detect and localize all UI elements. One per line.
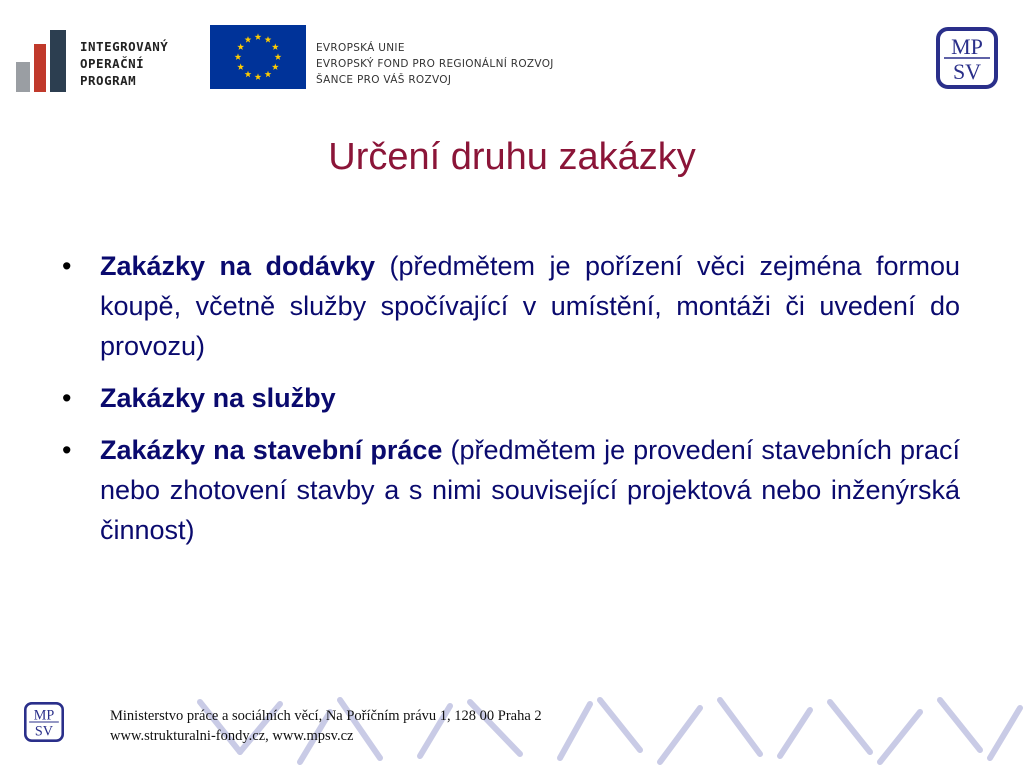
watermark-stroke [830, 702, 870, 752]
watermark-stroke [660, 708, 700, 762]
watermark-stroke [720, 700, 760, 754]
footer-mpsv-bottom: SV [34, 723, 54, 740]
eu-star-icon [272, 43, 279, 50]
bullet-item-stavebni-prace [62, 430, 960, 550]
eu-star-icon [245, 71, 252, 78]
footer-mpsv-logo [24, 702, 64, 742]
eu-stars-icon [210, 25, 306, 89]
eu-star-icon [265, 36, 272, 43]
iop-line-3: PROGRAM [80, 73, 137, 88]
footer-mpsv-top: MP [33, 707, 55, 724]
eu-line-1: EVROPSKÁ UNIE [316, 42, 405, 54]
iop-bar-gray [16, 62, 30, 92]
bullet-description: (předmětem je pořízení věci zejména formou koupě, včetně služby spočívající v umístění, montáži či uvedení do provozu) [100, 251, 960, 361]
bullet-list [62, 246, 960, 562]
bullet-icon: • [62, 383, 72, 413]
eu-star-icon [265, 71, 272, 78]
bullet-icon: • [62, 435, 72, 465]
iop-bar-navy [50, 30, 66, 92]
eu-star-icon [275, 53, 282, 60]
watermark-stroke [880, 712, 920, 762]
footer-line-2: www.strukturalni-fondy.cz, www.mpsv.cz [110, 728, 354, 744]
eu-star-icon [245, 36, 252, 43]
mpsv-logo-bottom: SV [952, 59, 982, 84]
bullet-icon: • [62, 251, 72, 281]
eu-line-2: EVROPSKÝ FOND PRO REGIONÁLNÍ ROZVOJ [316, 58, 554, 70]
eu-flag-logo [210, 25, 306, 89]
mpsv-logo-top: MP [951, 34, 983, 59]
watermark-stroke [600, 700, 640, 750]
iop-line-1: INTEGROVANÝ [80, 39, 169, 54]
footer-address [110, 706, 542, 746]
eu-star-icon [237, 63, 244, 70]
iop-logo-text [80, 38, 168, 89]
bullet-item-dodavky [62, 246, 960, 366]
iop-bar-red [34, 44, 46, 92]
eu-star-icon [235, 53, 242, 60]
bullet-term: Zakázky na stavební práce [100, 435, 443, 465]
bullet-item-sluzby [62, 378, 960, 418]
bullet-description: (předmětem je provedení stavebních prací nebo zhotovení stavby a s nimi související projektová nebo inženýrská činnost) [100, 435, 960, 545]
eu-logo-text [316, 40, 554, 88]
watermark-stroke [990, 708, 1020, 758]
bullet-term: Zakázky na služby [100, 383, 336, 413]
iop-logo-bars [16, 22, 74, 92]
eu-star-icon [272, 63, 279, 70]
watermark-stroke [560, 704, 590, 758]
eu-star-icon [255, 33, 262, 40]
eu-star-icon [237, 43, 244, 50]
iop-line-2: OPERAČNÍ [80, 56, 145, 71]
slide-title: Určení druhu zakázky [328, 136, 696, 178]
watermark-stroke [780, 710, 810, 756]
watermark-stroke [940, 700, 980, 750]
eu-star-icon [255, 73, 262, 80]
integrovany-operacni-program-logo [16, 22, 188, 92]
bullet-term: Zakázky na dodávky [100, 251, 376, 281]
eu-line-3: ŠANCE PRO VÁŠ ROZVOJ [316, 74, 452, 86]
footer-band [0, 692, 1024, 768]
footer-line-1: Ministerstvo práce a sociálních věcí, Na Poříčním právu 1, 128 00 Praha 2 [110, 708, 542, 724]
mpsv-logo [936, 27, 998, 89]
